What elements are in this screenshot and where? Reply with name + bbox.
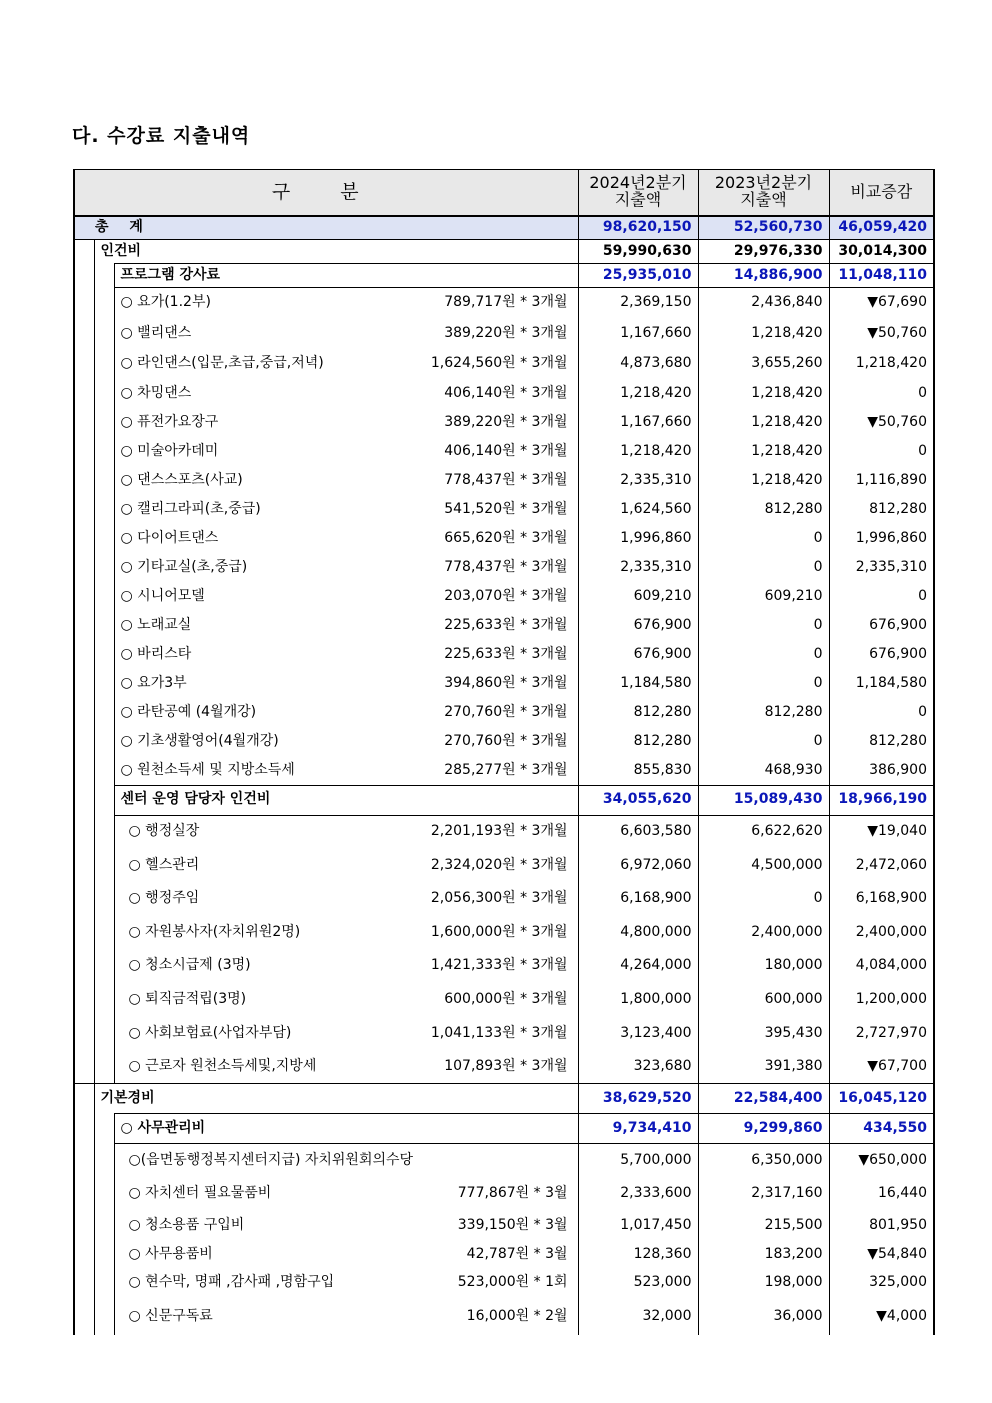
item-row bbox=[74, 849, 934, 883]
item-2024: 1,184,580 bbox=[578, 669, 698, 698]
item-row bbox=[74, 1268, 934, 1298]
office-2024: 9,734,410 bbox=[578, 1114, 698, 1144]
item-diff: 1,116,890 bbox=[829, 466, 934, 495]
item-diff: ▼19,040 bbox=[829, 815, 934, 849]
center-2023: 15,089,430 bbox=[698, 785, 829, 815]
item-diff: 16,440 bbox=[829, 1177, 934, 1211]
item-name: ○ 청소시급제 (3명) bbox=[128, 957, 251, 974]
item-diff: 2,727,970 bbox=[829, 1017, 934, 1051]
item-calc: 1,421,333원 * 3개월 bbox=[430, 957, 568, 974]
item-diff: 1,218,420 bbox=[829, 349, 934, 380]
basic-2024: 38,629,520 bbox=[578, 1084, 698, 1114]
item-2023: 0 bbox=[698, 611, 829, 640]
header-diff: 비교증감 bbox=[829, 170, 934, 216]
item-2023: 0 bbox=[698, 882, 829, 916]
item-2024: 1,624,560 bbox=[578, 495, 698, 524]
item-calc: 270,760원 * 3개월 bbox=[444, 703, 568, 720]
item-2024: 855,830 bbox=[578, 756, 698, 785]
item-diff: 1,996,860 bbox=[829, 524, 934, 553]
item-diff: 2,472,060 bbox=[829, 849, 934, 883]
item-2023: 6,622,620 bbox=[698, 815, 829, 849]
item-calc: 1,624,560원 * 3개월 bbox=[430, 355, 568, 372]
item-2023: 0 bbox=[698, 727, 829, 756]
item-calc: 225,633원 * 3개월 bbox=[444, 645, 568, 662]
item-name: ○ 사무용품비 bbox=[128, 1245, 213, 1262]
item-diff: 676,900 bbox=[829, 640, 934, 669]
personnel-row bbox=[74, 240, 934, 264]
item-2024: 676,900 bbox=[578, 640, 698, 669]
item-name: ○ 청소용품 구입비 bbox=[128, 1217, 245, 1234]
expense-table bbox=[73, 169, 935, 1335]
item-2024: 32,000 bbox=[578, 1298, 698, 1335]
item-diff: 2,335,310 bbox=[829, 553, 934, 582]
item-calc: 42,787원 * 3월 bbox=[466, 1245, 568, 1262]
item-diff: 386,900 bbox=[829, 756, 934, 785]
item-2023: 0 bbox=[698, 524, 829, 553]
item-name: ○ 라인댄스(입문,초급,중급,저녁) bbox=[120, 355, 324, 372]
item-name: ○ 퇴직금적립(3명) bbox=[128, 991, 247, 1008]
total-diff: 46,059,420 bbox=[829, 216, 934, 240]
item-2023: 4,500,000 bbox=[698, 849, 829, 883]
item-diff: 0 bbox=[829, 379, 934, 408]
item-calc: 789,717원 * 3개월 bbox=[444, 294, 568, 311]
item-calc: 777,867원 * 3월 bbox=[457, 1185, 568, 1202]
item-diff: 0 bbox=[829, 698, 934, 727]
item-2023: 812,280 bbox=[698, 495, 829, 524]
item-name: ○ 밸리댄스 bbox=[120, 324, 192, 341]
item-2023: 180,000 bbox=[698, 949, 829, 983]
item-diff: ▼4,000 bbox=[829, 1298, 934, 1335]
item-row bbox=[74, 1050, 934, 1084]
item-row bbox=[74, 1177, 934, 1211]
item-calc: 1,041,133원 * 3개월 bbox=[430, 1024, 568, 1041]
item-row bbox=[74, 495, 934, 524]
item-2024: 6,603,580 bbox=[578, 815, 698, 849]
item-diff: 0 bbox=[829, 437, 934, 466]
item-calc: 270,760원 * 3개월 bbox=[444, 732, 568, 749]
item-name: ○(읍면동행정복지센터지급) 자치위원회의수당 bbox=[128, 1151, 414, 1168]
item-2024: 1,218,420 bbox=[578, 379, 698, 408]
item-2024: 2,335,310 bbox=[578, 466, 698, 495]
item-calc: 203,070원 * 3개월 bbox=[444, 587, 568, 604]
item-diff: ▼650,000 bbox=[829, 1144, 934, 1177]
item-2024: 2,335,310 bbox=[578, 553, 698, 582]
item-row bbox=[74, 949, 934, 983]
program-row bbox=[74, 264, 934, 288]
item-row bbox=[74, 524, 934, 553]
item-row bbox=[74, 288, 934, 319]
item-row bbox=[74, 1144, 934, 1177]
item-2024: 6,168,900 bbox=[578, 882, 698, 916]
item-calc: 2,201,193원 * 3개월 bbox=[430, 823, 568, 840]
item-row bbox=[74, 698, 934, 727]
item-calc: 16,000원 * 2월 bbox=[466, 1307, 568, 1324]
item-2023: 36,000 bbox=[698, 1298, 829, 1335]
item-2023: 395,430 bbox=[698, 1017, 829, 1051]
item-name: ○ 현수막, 명패 ,감사패 ,명함구입 bbox=[128, 1274, 335, 1291]
item-name: ○ 차밍댄스 bbox=[120, 384, 192, 401]
item-2023: 391,380 bbox=[698, 1050, 829, 1084]
basic-label: 기본경비 bbox=[94, 1084, 578, 1114]
item-row bbox=[74, 349, 934, 380]
item-2023: 6,350,000 bbox=[698, 1144, 829, 1177]
item-2023: 0 bbox=[698, 553, 829, 582]
item-name: ○ 노래교실 bbox=[120, 616, 192, 633]
item-name: ○ 사회보험료(사업자부담) bbox=[128, 1024, 292, 1041]
item-calc: 406,140원 * 3개월 bbox=[444, 384, 568, 401]
item-2024: 1,167,660 bbox=[578, 408, 698, 437]
item-diff: 812,280 bbox=[829, 495, 934, 524]
office-diff: 434,550 bbox=[829, 1114, 934, 1144]
item-2024: 6,972,060 bbox=[578, 849, 698, 883]
item-2023: 468,930 bbox=[698, 756, 829, 785]
section-heading: 다. 수강료 지출내역 bbox=[72, 125, 251, 147]
item-row bbox=[74, 466, 934, 495]
item-2023: 2,436,840 bbox=[698, 288, 829, 319]
item-row bbox=[74, 640, 934, 669]
item-row bbox=[74, 727, 934, 756]
item-diff: 4,084,000 bbox=[829, 949, 934, 983]
item-calc: 2,056,300원 * 3개월 bbox=[430, 890, 568, 907]
item-row bbox=[74, 756, 934, 785]
center-2024: 34,055,620 bbox=[578, 785, 698, 815]
item-calc: 225,633원 * 3개월 bbox=[444, 616, 568, 633]
item-2023: 2,317,160 bbox=[698, 1177, 829, 1211]
center-diff: 18,966,190 bbox=[829, 785, 934, 815]
item-2023: 2,400,000 bbox=[698, 916, 829, 950]
item-name: ○ 다이어트댄스 bbox=[120, 529, 219, 546]
item-name: ○ 자치센터 필요물품비 bbox=[128, 1185, 272, 1202]
item-2024: 4,264,000 bbox=[578, 949, 698, 983]
item-name: ○ 퓨전가요장구 bbox=[120, 413, 219, 430]
header-2023: 2023년2분기 지출액 bbox=[698, 170, 829, 216]
item-calc: 107,893원 * 3개월 bbox=[444, 1058, 568, 1074]
item-row bbox=[74, 408, 934, 437]
item-2024: 4,873,680 bbox=[578, 349, 698, 380]
item-diff: 676,900 bbox=[829, 611, 934, 640]
center-row bbox=[74, 785, 934, 815]
header-2024: 2024년2분기 지출액 bbox=[578, 170, 698, 216]
item-diff: 1,184,580 bbox=[829, 669, 934, 698]
item-2023: 3,655,260 bbox=[698, 349, 829, 380]
basic-2023: 22,584,400 bbox=[698, 1084, 829, 1114]
item-calc: 389,220원 * 3개월 bbox=[444, 413, 568, 430]
item-diff: ▼67,700 bbox=[829, 1050, 934, 1084]
program-2023: 14,886,900 bbox=[698, 264, 829, 288]
item-name: ○ 요가3부 bbox=[120, 674, 187, 691]
item-row bbox=[74, 379, 934, 408]
item-2024: 5,700,000 bbox=[578, 1144, 698, 1177]
header-category: 구 분 bbox=[74, 170, 578, 216]
item-diff: ▼54,840 bbox=[829, 1241, 934, 1268]
personnel-label: 인건비 bbox=[94, 240, 578, 264]
office-label: ○ 사무관리비 bbox=[114, 1114, 578, 1144]
item-2024: 1,017,450 bbox=[578, 1211, 698, 1241]
item-2024: 1,800,000 bbox=[578, 983, 698, 1017]
item-diff: ▼50,760 bbox=[829, 318, 934, 349]
item-2024: 1,996,860 bbox=[578, 524, 698, 553]
item-2024: 3,123,400 bbox=[578, 1017, 698, 1051]
program-diff: 11,048,110 bbox=[829, 264, 934, 288]
item-name: ○ 행정실장 bbox=[128, 823, 200, 840]
item-diff: 801,950 bbox=[829, 1211, 934, 1241]
item-2024: 676,900 bbox=[578, 611, 698, 640]
program-2024: 25,935,010 bbox=[578, 264, 698, 288]
item-2023: 1,218,420 bbox=[698, 379, 829, 408]
item-2023: 198,000 bbox=[698, 1268, 829, 1298]
item-row bbox=[74, 882, 934, 916]
header-row bbox=[74, 170, 934, 216]
item-name: ○ 기타교실(초,중급) bbox=[120, 558, 248, 575]
basic-row bbox=[74, 1084, 934, 1114]
item-row bbox=[74, 437, 934, 466]
item-2024: 2,369,150 bbox=[578, 288, 698, 319]
item-name: ○ 원천소득세 및 지방소득세 bbox=[120, 761, 295, 778]
item-calc: 2,324,020원 * 3개월 bbox=[430, 856, 568, 873]
item-calc: 339,150원 * 3월 bbox=[457, 1217, 568, 1234]
item-2024: 4,800,000 bbox=[578, 916, 698, 950]
center-label: 센터 운영 담당자 인건비 bbox=[114, 785, 578, 815]
item-name: ○ 기초생활영어(4월개강) bbox=[120, 732, 279, 749]
item-name: ○ 라탄공예 (4월개강) bbox=[120, 703, 257, 720]
item-2023: 609,210 bbox=[698, 582, 829, 611]
item-name: ○ 시니어모델 bbox=[120, 587, 205, 604]
item-diff: 812,280 bbox=[829, 727, 934, 756]
personnel-2024: 59,990,630 bbox=[578, 240, 698, 264]
item-calc: 541,520원 * 3개월 bbox=[444, 500, 568, 517]
item-calc: 600,000원 * 3개월 bbox=[444, 991, 568, 1008]
item-2023: 1,218,420 bbox=[698, 408, 829, 437]
table-body bbox=[74, 216, 934, 1335]
item-diff: 325,000 bbox=[829, 1268, 934, 1298]
item-row bbox=[74, 1017, 934, 1051]
item-name: ○ 미술아카데미 bbox=[120, 442, 219, 459]
total-2024: 98,620,150 bbox=[578, 216, 698, 240]
item-diff: ▼67,690 bbox=[829, 288, 934, 319]
item-calc: 523,000원 * 1회 bbox=[457, 1274, 568, 1291]
item-calc: 1,600,000원 * 3개월 bbox=[430, 923, 568, 940]
item-row bbox=[74, 669, 934, 698]
item-row bbox=[74, 1298, 934, 1335]
item-calc: 778,437원 * 3개월 bbox=[444, 558, 568, 575]
item-row bbox=[74, 983, 934, 1017]
item-name: ○ 신문구독료 bbox=[128, 1307, 213, 1324]
item-2023: 215,500 bbox=[698, 1211, 829, 1241]
item-2024: 1,218,420 bbox=[578, 437, 698, 466]
item-2024: 523,000 bbox=[578, 1268, 698, 1298]
item-name: ○ 자원봉사자(자치위원2명) bbox=[128, 923, 301, 940]
personnel-diff: 30,014,300 bbox=[829, 240, 934, 264]
item-2024: 323,680 bbox=[578, 1050, 698, 1084]
item-row bbox=[74, 611, 934, 640]
office-row bbox=[74, 1114, 934, 1144]
item-diff: 0 bbox=[829, 582, 934, 611]
item-name: ○ 행정주임 bbox=[128, 890, 200, 907]
item-name: ○ 근로자 원천소득세및,지방세 bbox=[128, 1058, 317, 1074]
item-row bbox=[74, 916, 934, 950]
item-2023: 1,218,420 bbox=[698, 318, 829, 349]
item-name: ○ 헬스관리 bbox=[128, 856, 200, 873]
total-2023: 52,560,730 bbox=[698, 216, 829, 240]
item-2024: 812,280 bbox=[578, 698, 698, 727]
item-diff: 6,168,900 bbox=[829, 882, 934, 916]
item-row bbox=[74, 1211, 934, 1241]
item-calc: 665,620원 * 3개월 bbox=[444, 529, 568, 546]
item-diff: ▼50,760 bbox=[829, 408, 934, 437]
item-row bbox=[74, 582, 934, 611]
total-row bbox=[74, 216, 934, 240]
item-2024: 128,360 bbox=[578, 1241, 698, 1268]
item-row bbox=[74, 1241, 934, 1268]
item-name: ○ 바리스타 bbox=[120, 645, 192, 662]
item-row bbox=[74, 553, 934, 582]
item-calc: 778,437원 * 3개월 bbox=[444, 471, 568, 488]
item-row bbox=[74, 815, 934, 849]
item-2024: 812,280 bbox=[578, 727, 698, 756]
program-label: 프로그램 강사료 bbox=[114, 264, 578, 288]
item-2023: 600,000 bbox=[698, 983, 829, 1017]
item-name: ○ 요가(1.2부) bbox=[120, 294, 211, 311]
item-calc: 389,220원 * 3개월 bbox=[444, 324, 568, 341]
item-row bbox=[74, 318, 934, 349]
item-calc: 285,277원 * 3개월 bbox=[444, 761, 568, 778]
item-2024: 1,167,660 bbox=[578, 318, 698, 349]
item-diff: 2,400,000 bbox=[829, 916, 934, 950]
item-2023: 0 bbox=[698, 640, 829, 669]
item-calc: 406,140원 * 3개월 bbox=[444, 442, 568, 459]
item-2023: 1,218,420 bbox=[698, 437, 829, 466]
item-2023: 812,280 bbox=[698, 698, 829, 727]
office-2023: 9,299,860 bbox=[698, 1114, 829, 1144]
basic-diff: 16,045,120 bbox=[829, 1084, 934, 1114]
personnel-2023: 29,976,330 bbox=[698, 240, 829, 264]
item-2023: 183,200 bbox=[698, 1241, 829, 1268]
item-diff: 1,200,000 bbox=[829, 983, 934, 1017]
item-2023: 1,218,420 bbox=[698, 466, 829, 495]
item-2024: 609,210 bbox=[578, 582, 698, 611]
item-name: ○ 캘리그라피(초,중급) bbox=[120, 500, 261, 517]
total-label: 총 계 bbox=[74, 216, 578, 240]
item-2024: 2,333,600 bbox=[578, 1177, 698, 1211]
item-2023: 0 bbox=[698, 669, 829, 698]
item-name: ○ 댄스스포츠(사교) bbox=[120, 471, 243, 488]
item-calc: 394,860원 * 3개월 bbox=[444, 674, 568, 691]
